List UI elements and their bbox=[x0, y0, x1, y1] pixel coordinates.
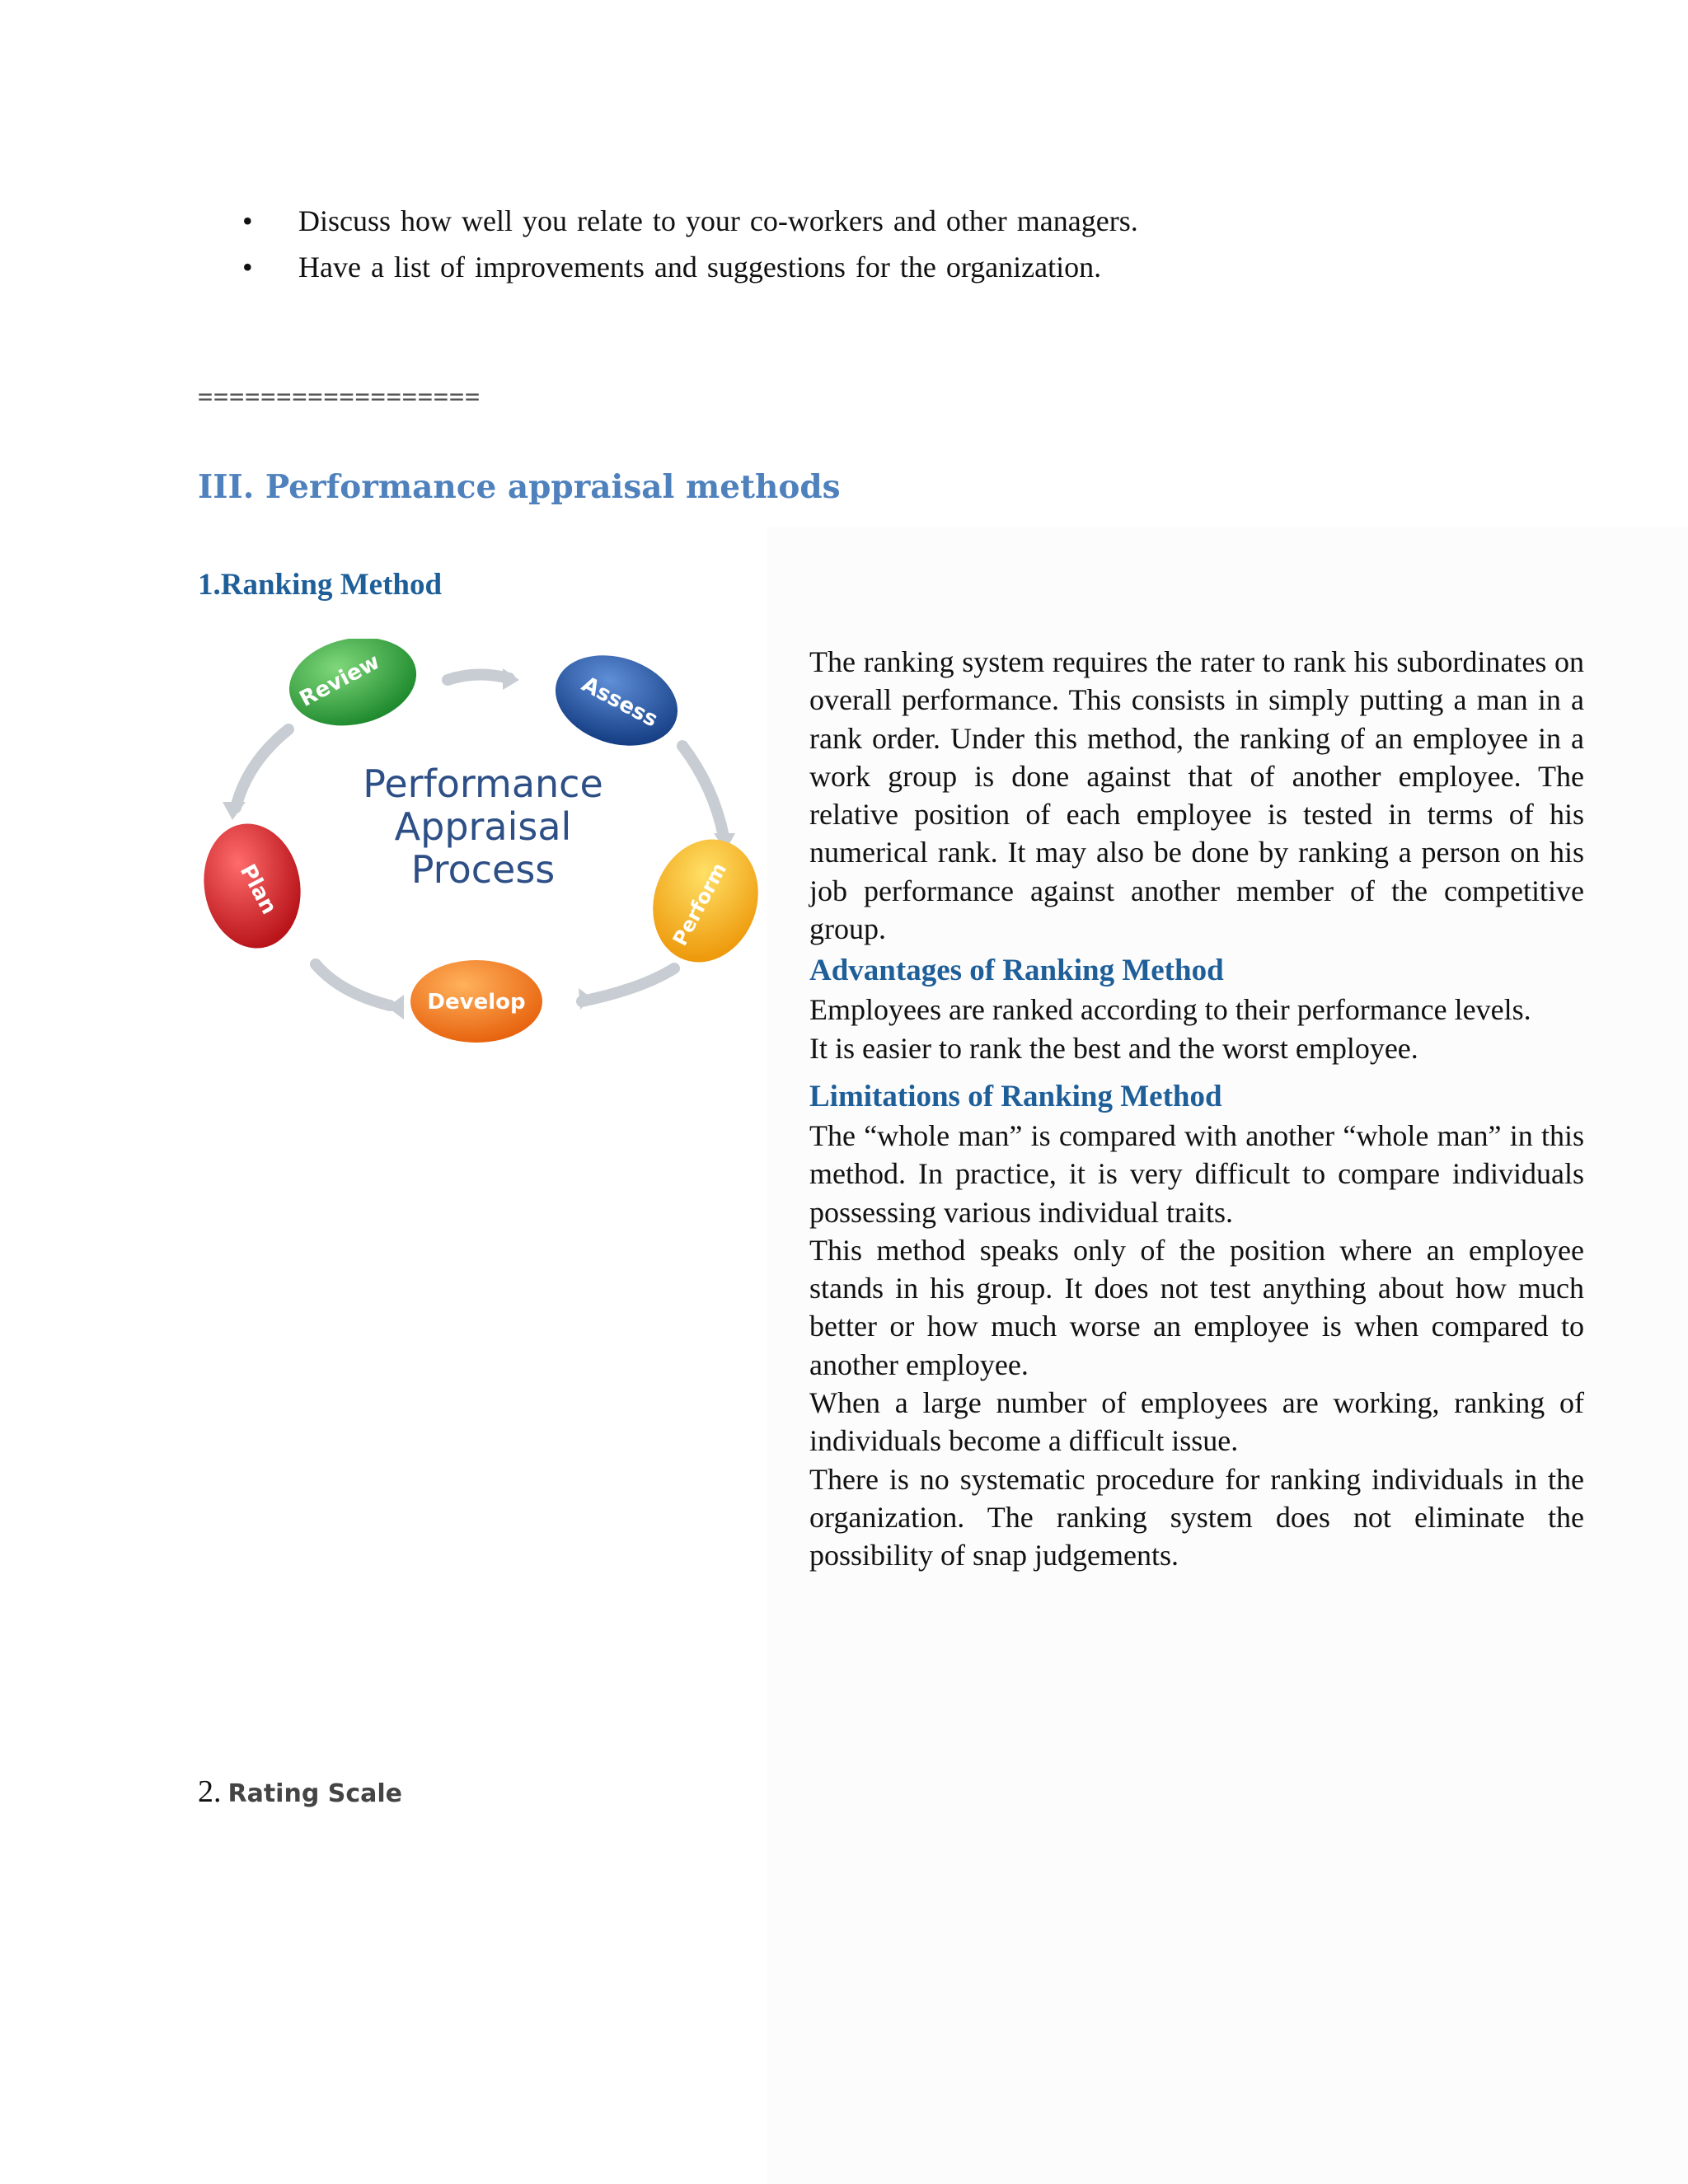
arrowhead bbox=[503, 668, 519, 690]
bullet-list bbox=[242, 198, 1484, 290]
list-item bbox=[242, 198, 1484, 244]
rating-label: Rating Scale bbox=[227, 1779, 403, 1808]
advantages-heading: Advantages of Ranking Method bbox=[809, 954, 1224, 988]
arrowhead bbox=[223, 802, 246, 820]
ranking-method-text bbox=[809, 643, 1584, 1575]
node-plan bbox=[196, 816, 310, 956]
limitation-paragraph: There is no systematic procedure for ranking individuals in the organization. The ranking system does not eliminate the possibility of snap judgements. bbox=[809, 1462, 1584, 1572]
node-label-perform: Perform bbox=[668, 859, 731, 950]
arrow-develop-to-plan bbox=[316, 964, 390, 1005]
arrow-plan-to-review bbox=[236, 729, 288, 808]
section-divider: ================== bbox=[198, 382, 481, 411]
limitation-paragraph: This method speaks only of the position where an employee stands in his group. It does not test anything about how much better or how much worse an employee is when compared to another employee. bbox=[809, 1233, 1584, 1381]
center-line-3: Process bbox=[410, 847, 556, 892]
arrow-review-to-assess bbox=[448, 674, 509, 680]
node-review bbox=[281, 639, 424, 737]
limitation-paragraph: When a large number of employees are working, ranking of individuals become a difficult issue. bbox=[809, 1386, 1584, 1458]
limitation-paragraph: The “whole man” is compared with another “whole man” in this method. In practice, it is very difficult to compare individuals possessing various individual traits. bbox=[809, 1118, 1584, 1229]
diagram-center-text bbox=[363, 762, 603, 892]
rating-scale-heading bbox=[198, 1774, 402, 1810]
arrow-perform-to-develop bbox=[582, 968, 674, 1001]
bullet-text: Have a list of improvements and suggestions for the organization. bbox=[298, 251, 1102, 284]
center-line-1: Performance bbox=[363, 762, 603, 806]
node-label-review: Review bbox=[295, 649, 384, 712]
intro-paragraph: The ranking system requires the rater to rank his subordinates on overall performance. This consists in simply putting a man in a rank order. Under this method, the ranking of an employee in a work group is done against that of another employee. The relative position of each employee is tested in terms of his numerical rank. It may also be done by ranking a person on his job performance against another member of the competitive group. bbox=[809, 645, 1584, 946]
bullet-dot: • bbox=[242, 251, 253, 284]
center-line-2: Appraisal bbox=[394, 804, 572, 849]
node-label-develop: Develop bbox=[427, 990, 526, 1015]
section-title: III. Performance appraisal methods bbox=[198, 468, 841, 506]
rating-number: 2. bbox=[198, 1774, 222, 1809]
node-assess bbox=[544, 640, 690, 761]
limitations-heading: Limitations of Ranking Method bbox=[809, 1079, 1222, 1113]
bullet-dot: • bbox=[242, 204, 253, 237]
node-develop bbox=[410, 960, 542, 1043]
arrow-assess-to-perform bbox=[682, 746, 724, 837]
performance-appraisal-cycle-diagram bbox=[196, 639, 773, 1067]
advantage-paragraph: It is easier to rank the best and the worst employee. bbox=[809, 1031, 1418, 1065]
advantage-paragraph: Employees are ranked according to their performance levels. bbox=[809, 993, 1531, 1027]
subsection-title: 1.Ranking Method bbox=[198, 568, 443, 602]
node-label-plan: Plan bbox=[234, 860, 282, 919]
node-perform bbox=[636, 824, 773, 977]
node-label-assess: Assess bbox=[577, 672, 662, 733]
bullet-text: Discuss how well you relate to your co-workers and other managers. bbox=[298, 204, 1138, 237]
arrowhead bbox=[387, 995, 404, 1019]
list-item bbox=[242, 244, 1484, 290]
